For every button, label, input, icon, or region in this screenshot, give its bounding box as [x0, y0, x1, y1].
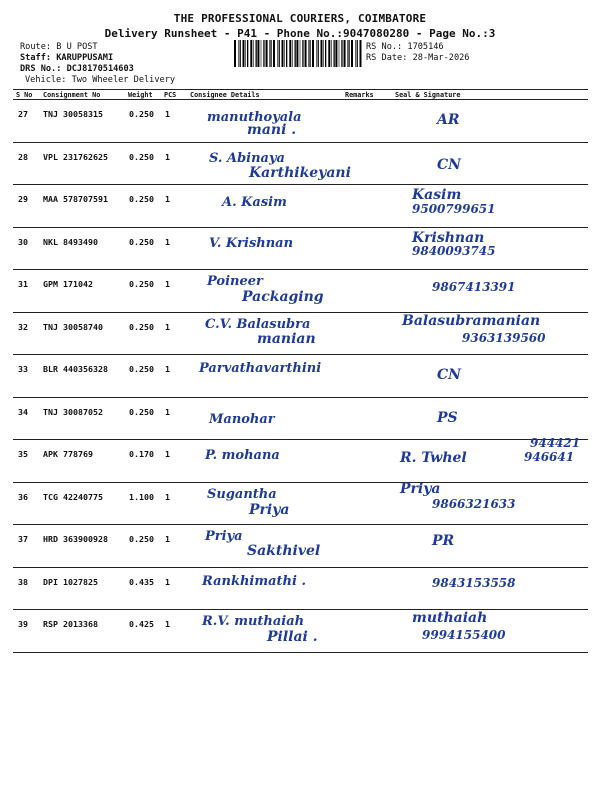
- consignee-handwriting: Sugantha: [207, 486, 277, 502]
- signature-handwriting: R. Twhel: [400, 450, 467, 466]
- cell-pcs: [161, 227, 187, 270]
- serial-number: 28: [18, 151, 28, 162]
- cell-sno: [13, 482, 40, 525]
- cell-remarks: [342, 525, 392, 568]
- table-row: [13, 270, 588, 313]
- remarks-value: [342, 525, 392, 534]
- remarks-value: [342, 398, 392, 407]
- cell-remarks: [342, 440, 392, 483]
- cell-pcs: [161, 482, 187, 525]
- cell-sno: [13, 227, 40, 270]
- table-row: [13, 100, 588, 143]
- table-row: [13, 397, 588, 440]
- cell-sno: [13, 397, 40, 440]
- barcode-bar: [348, 40, 349, 67]
- weight-value: 1.100: [129, 491, 154, 502]
- cell-consignment: [40, 482, 125, 525]
- col-header-remarks: Remarks: [342, 90, 392, 100]
- pcs-value: 1: [165, 109, 170, 119]
- barcode-bar: [357, 40, 358, 67]
- consignee-handwriting: Pillai .: [267, 629, 318, 645]
- cell-pcs: [161, 440, 187, 483]
- cell-consignment: [40, 227, 125, 270]
- cell-remarks: [342, 312, 392, 355]
- cell-weight: [125, 525, 161, 568]
- weight-value: 0.250: [129, 109, 154, 119]
- col-header-seal: Seal & Signature: [392, 90, 588, 100]
- signature-handwriting: 9500799651: [412, 202, 496, 216]
- pcs-value: 1: [165, 151, 170, 162]
- cell-sno: [13, 567, 40, 610]
- consignee-handwriting: Poineer: [207, 274, 263, 289]
- cell-remarks: [342, 185, 392, 228]
- signature-handwriting: 9867413391: [432, 280, 516, 294]
- cell-pcs: [161, 185, 187, 228]
- rs-date: RS Date: 28-Mar-2026: [366, 53, 470, 63]
- remarks-value: [342, 355, 392, 364]
- table-row: [13, 567, 588, 610]
- barcode-bar: [279, 40, 280, 67]
- barcode-bar: [253, 40, 254, 67]
- serial-number: 39: [18, 619, 28, 629]
- cell-consignment: [40, 100, 125, 143]
- barcode-bar: [360, 40, 362, 67]
- consignee-handwriting: Priya: [249, 501, 290, 518]
- cell-consignment: [40, 270, 125, 313]
- barcode-bar: [351, 40, 353, 67]
- weight-value: 0.170: [129, 449, 154, 459]
- consignee-handwriting: V. Krishnan: [209, 235, 294, 251]
- cell-signature: [392, 355, 588, 398]
- cell-consignment: [40, 525, 125, 568]
- consignee-handwriting: Packaging: [242, 289, 324, 305]
- cell-consignment: [40, 312, 125, 355]
- vehicle-label: Vehicle: Two Wheeler Delivery: [25, 75, 176, 85]
- consignee-handwriting: P. mohana: [205, 448, 280, 463]
- weight-value: 0.250: [129, 236, 154, 247]
- remarks-value: [342, 568, 392, 577]
- cell-weight: [125, 355, 161, 398]
- barcode-bar: [277, 40, 278, 67]
- weight-value: 0.435: [129, 576, 154, 587]
- signature-handwriting: CN: [437, 156, 461, 173]
- cell-remarks: [342, 567, 392, 610]
- consignment-number: BLR 440356328: [43, 364, 108, 374]
- cell-weight: [125, 270, 161, 313]
- cell-consignee: [187, 185, 342, 228]
- cell-consignee: [187, 312, 342, 355]
- remarks-value: [342, 440, 392, 449]
- cell-signature: [392, 436, 588, 483]
- cell-weight: [125, 142, 161, 185]
- serial-number: 37: [18, 534, 28, 544]
- signature-handwriting: 9843153558: [432, 575, 516, 590]
- consignment-number: NKL 8493490: [43, 236, 98, 247]
- remarks-value: [342, 143, 392, 152]
- cell-pcs: [161, 355, 187, 398]
- staff-label: Staff: KARUPPUSAMI: [20, 53, 114, 63]
- cell-signature: [392, 525, 588, 568]
- barcode-bar: [328, 40, 330, 67]
- consignee-handwriting: S. Abinaya: [209, 150, 285, 166]
- cell-consignee: [187, 610, 342, 653]
- serial-number: 27: [18, 109, 28, 119]
- cell-weight: [125, 227, 161, 270]
- signature-handwriting: AR: [437, 112, 460, 128]
- consignment-number: VPL 231762625: [43, 151, 108, 162]
- barcode-bar: [284, 40, 285, 67]
- barcode-bar: [234, 40, 236, 67]
- rs-number: RS No.: 1705146: [366, 42, 444, 52]
- serial-number: 30: [18, 236, 28, 247]
- cell-weight: [125, 312, 161, 355]
- pcs-value: 1: [165, 321, 170, 332]
- col-header-sno: S No: [13, 90, 40, 100]
- barcode-bar: [334, 40, 335, 67]
- signature-handwriting: 9840093745: [412, 243, 496, 258]
- consignee-handwriting: Rankhimathi .: [202, 573, 306, 589]
- signature-handwriting: 946641: [524, 450, 575, 464]
- cell-signature: [392, 142, 588, 185]
- cell-pcs: [161, 312, 187, 355]
- barcode-bar: [243, 40, 245, 67]
- consignee-handwriting: manuthoyala: [207, 110, 302, 125]
- consignee-handwriting: Sakthivel: [247, 543, 321, 559]
- weight-value: 0.250: [129, 151, 154, 162]
- signature-handwriting: Balasubramanian: [402, 312, 541, 329]
- pcs-value: 1: [165, 406, 170, 417]
- signature-handwriting: Krishnan: [412, 229, 485, 246]
- pcs-value: 1: [165, 619, 170, 629]
- consignment-number: TCG 42240775: [43, 491, 103, 502]
- cell-pcs: [161, 610, 187, 653]
- remarks-value: [342, 270, 392, 279]
- cell-weight: [125, 397, 161, 440]
- consignee-handwriting: manian: [257, 330, 316, 347]
- col-header-consignee: Consignee Details: [187, 90, 342, 100]
- cell-consignee: [187, 100, 342, 143]
- table-row: [13, 142, 588, 185]
- cell-sno: [13, 185, 40, 228]
- signature-handwriting: Kasim: [412, 187, 462, 203]
- remarks-value: [342, 100, 392, 109]
- serial-number: 31: [18, 279, 28, 289]
- cell-sno: [13, 440, 40, 483]
- cell-consignee: [187, 270, 342, 313]
- table-row: [13, 482, 588, 525]
- table-row: [13, 355, 588, 398]
- remarks-value: [342, 228, 392, 237]
- cell-signature: [392, 397, 588, 440]
- cell-signature: [392, 100, 588, 143]
- barcode-bar: [263, 40, 264, 67]
- cell-weight: [125, 482, 161, 525]
- remarks-value: [342, 313, 392, 322]
- cell-consignee: [187, 142, 351, 185]
- cell-signature: [392, 482, 588, 525]
- cell-weight: [125, 185, 161, 228]
- consignment-number: GPM 171042: [43, 279, 93, 289]
- table-row: [13, 610, 588, 653]
- barcode-bar: [302, 40, 303, 67]
- cell-consignee: [187, 440, 342, 483]
- cell-weight: [125, 610, 161, 653]
- pcs-value: 1: [165, 194, 170, 204]
- cell-consignment: [40, 355, 125, 398]
- barcode-bar: [257, 40, 259, 67]
- remarks-value: [342, 610, 392, 619]
- consignee-handwriting: Priya: [205, 529, 243, 544]
- cell-remarks: [342, 397, 392, 440]
- pcs-value: 1: [165, 236, 170, 247]
- cell-sno: [13, 142, 40, 185]
- barcode-bar: [331, 40, 332, 67]
- consignee-handwriting: C.V. Balasubra: [205, 316, 311, 332]
- pcs-value: 1: [165, 279, 170, 289]
- serial-number: 32: [18, 321, 28, 332]
- serial-number: 29: [18, 194, 28, 204]
- barcode-bar: [318, 40, 319, 67]
- runsheet-subtitle: Delivery Runsheet - P41 - Phone No.:9047080280 - Page No.:3: [104, 27, 496, 40]
- barcode-bar: [325, 40, 326, 67]
- cell-consignee: [187, 355, 342, 398]
- cell-remarks: [342, 100, 392, 143]
- pcs-value: 1: [165, 364, 170, 374]
- route-label: Route: B U POST: [20, 42, 98, 52]
- signature-handwriting: 9866321633: [432, 496, 516, 511]
- signature-handwriting: muthaiah: [412, 610, 488, 626]
- signature-handwriting: PR: [432, 533, 455, 549]
- barcode-bar: [308, 40, 309, 67]
- barcode-bar: [238, 40, 239, 67]
- barcode-bar: [295, 40, 296, 67]
- consignee-handwriting: Parvathavarthini: [199, 361, 322, 376]
- barcode-bar: [316, 40, 317, 67]
- cell-pcs: [161, 525, 187, 568]
- cell-weight: [125, 100, 161, 143]
- barcode-bar: [289, 40, 291, 67]
- runsheet-table: [13, 89, 588, 653]
- col-header-consignment: Consignment No: [40, 90, 125, 100]
- weight-value: 0.250: [129, 279, 154, 289]
- serial-number: 34: [18, 406, 28, 417]
- cell-pcs: [161, 270, 187, 313]
- barcode-bar: [256, 40, 257, 67]
- weight-value: 0.250: [129, 364, 154, 374]
- barcode-bar: [344, 40, 346, 67]
- remarks-value: [342, 185, 392, 194]
- table-header-row: [13, 90, 588, 100]
- barcode-image: [234, 40, 362, 67]
- consignment-number: TNJ 30087052: [43, 406, 103, 417]
- barcode-bar: [270, 40, 271, 67]
- consignee-handwriting: Manohar: [209, 411, 275, 427]
- cell-pcs: [161, 100, 187, 143]
- pcs-value: 1: [165, 491, 170, 502]
- cell-remarks: [342, 482, 392, 525]
- serial-number: 35: [18, 449, 28, 459]
- barcode-bar: [245, 40, 246, 67]
- barcode-bar: [300, 40, 301, 67]
- cell-weight: [125, 440, 161, 483]
- cell-sno: [13, 525, 40, 568]
- signature-handwriting: CN: [437, 367, 461, 383]
- weight-value: 0.250: [129, 194, 154, 204]
- barcode-bar: [341, 40, 342, 67]
- barcode-bar: [296, 40, 298, 67]
- cell-signature: [392, 312, 588, 355]
- consignment-number: TNJ 30058740: [43, 321, 103, 332]
- cell-consignee: [187, 482, 342, 525]
- consignment-number: TNJ 30058315: [43, 109, 103, 119]
- cell-consignment: [40, 185, 125, 228]
- drs-number: DRS No.: DCJ8170514603: [20, 64, 134, 74]
- col-header-pcs: PCS: [161, 90, 187, 100]
- serial-number: 33: [18, 364, 28, 374]
- cell-sno: [13, 312, 40, 355]
- cell-signature: [392, 270, 588, 313]
- barcode-bar: [247, 40, 248, 67]
- signature-handwriting: 944421: [530, 436, 581, 450]
- signature-handwriting: 9363139560: [462, 330, 546, 345]
- cell-weight: [125, 567, 161, 610]
- barcode-bar: [273, 40, 275, 67]
- cell-signature: [392, 185, 588, 228]
- barcode-bar: [312, 40, 314, 67]
- barcode-bar: [250, 40, 252, 67]
- serial-number: 38: [18, 576, 28, 587]
- cell-consignment: [40, 397, 125, 440]
- cell-remarks: [342, 355, 392, 398]
- barcode-bar: [335, 40, 337, 67]
- barcode-bar: [292, 40, 293, 67]
- table-row: [13, 525, 588, 568]
- table-row: [13, 440, 588, 483]
- barcode-bar: [321, 40, 323, 67]
- consignment-number: DPI 1027825: [43, 576, 98, 587]
- weight-value: 0.250: [129, 321, 154, 332]
- cell-pcs: [161, 567, 187, 610]
- cell-signature: [392, 567, 588, 610]
- barcode-bar: [286, 40, 287, 67]
- col-header-weight: Weight: [125, 90, 161, 100]
- cell-remarks: [342, 227, 392, 270]
- cell-consignment: [40, 440, 125, 483]
- weight-value: 0.425: [129, 619, 154, 629]
- cell-sno: [13, 100, 40, 143]
- consignment-number: MAA 578707591: [43, 194, 108, 204]
- weight-value: 0.250: [129, 534, 154, 544]
- barcode-bar: [305, 40, 307, 67]
- consignment-number: APK 778769: [43, 449, 93, 459]
- barcode-bar: [240, 40, 241, 67]
- cell-consignee: [187, 567, 342, 610]
- cell-signature: [392, 610, 588, 653]
- consignment-number: RSP 2013368: [43, 619, 98, 629]
- remarks-value: [342, 483, 392, 492]
- signature-handwriting: 9994155400: [422, 628, 506, 642]
- consignee-handwriting: Karthikeyani: [249, 164, 351, 181]
- cell-consignee: [187, 397, 342, 440]
- cell-signature: [392, 227, 588, 270]
- table-row: [13, 227, 588, 270]
- cell-sno: [13, 355, 40, 398]
- barcode-bar: [309, 40, 310, 67]
- cell-consignment: [40, 567, 125, 610]
- weight-value: 0.250: [129, 406, 154, 417]
- cell-consignee: [187, 227, 342, 270]
- cell-remarks: [342, 610, 392, 653]
- barcode-bar: [355, 40, 356, 67]
- consignee-handwriting: R.V. muthaiah: [202, 614, 305, 629]
- cell-consignment: [40, 610, 125, 653]
- cell-pcs: [161, 142, 187, 185]
- consignee-handwriting: A. Kasim: [222, 195, 287, 210]
- barcode-bar: [323, 40, 324, 67]
- table-row: [13, 185, 588, 228]
- cell-sno: [13, 270, 40, 313]
- barcode-bar: [269, 40, 270, 67]
- barcode-bar: [339, 40, 340, 67]
- signature-handwriting: Priya: [400, 480, 441, 497]
- cell-consignee: [187, 525, 342, 568]
- barcode-bar: [282, 40, 284, 67]
- pcs-value: 1: [165, 449, 170, 459]
- barcode-bar: [261, 40, 262, 67]
- barcode-bar: [347, 40, 348, 67]
- pcs-value: 1: [165, 576, 170, 587]
- pcs-value: 1: [165, 534, 170, 544]
- cell-remarks: [342, 270, 392, 313]
- cell-sno: [13, 610, 40, 653]
- cell-consignment: [40, 142, 125, 185]
- page-title: THE PROFESSIONAL COURIERS, COIMBATORE: [173, 12, 427, 25]
- barcode-bar: [266, 40, 268, 67]
- signature-handwriting: PS: [437, 409, 458, 426]
- cell-pcs: [161, 397, 187, 440]
- consignment-number: HRD 363900928: [43, 534, 108, 544]
- table-row: [13, 312, 588, 355]
- consignee-handwriting: mani .: [247, 122, 297, 138]
- serial-number: 36: [18, 491, 28, 502]
